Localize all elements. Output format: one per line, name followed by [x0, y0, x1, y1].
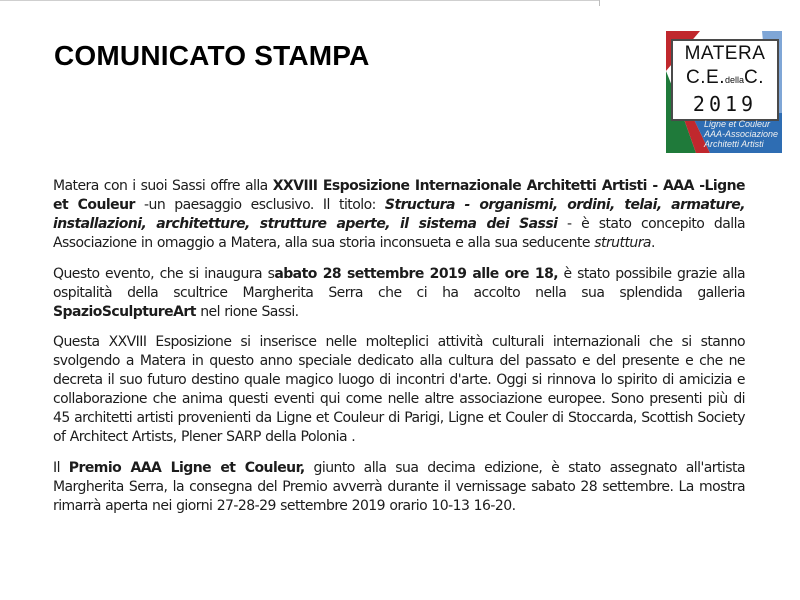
logo-ce-text: C.E.dellaC.	[686, 67, 764, 88]
paragraph-award: Il Premio AAA Ligne et Couleur, giunto alla sua decima edizione, è stato assegnato all'artista Margherita Serra, la consegna del Premio avverrà durante il vernissage sabato 28 settembre. La mostra rimarrà aperta nei giorni 27-28-29 settembre 2019 orario 10-13 16-20.	[53, 460, 745, 514]
paragraph-intro: Matera con i suoi Sassi offre alla XXVIII Esposizione Internazionale Architetti Artisti - AAA -Ligne et Couleur -un paesaggio esclusivo. Il titolo: Structura - organismi, ordini, telai, armature, installazioni, architetture, strutture aperte, il sistema dei Sassi - è stato concepito dalla Associazione in omaggio a Matera, alla sua storia inconsueta e alla sua seducente struttura.	[53, 178, 745, 251]
paragraph-event: Questo evento, che si inaugura sabato 28 settembre 2019 alle ore 18, è stato possibile grazie alla ospitalità della scultrice Margherita Serra che ci ha accolto nella sua splendida galleria SpazioSculptureArt nel rione Sassi.	[53, 266, 745, 320]
logo-text-box	[671, 39, 779, 121]
top-border-tick	[599, 0, 600, 6]
page-title: COMUNICATO STAMPA	[54, 40, 370, 71]
logo-matera-text: MATERA	[684, 43, 766, 64]
matera-logo	[666, 31, 782, 153]
top-border-line	[0, 0, 600, 1]
logo-subtext: Ligne et Couleur AAA-Associazione Architetti Artisti	[704, 119, 779, 149]
press-release-body	[53, 177, 745, 528]
logo-year-text: 2019	[692, 92, 758, 116]
paragraph-exhibition: Questa XXVIII Esposizione si inserisce nelle molteplici attività culturali internazionali che si stanno svolgendo a Matera in questo anno speciale dedicato alla cultura del passato e del presente e che ne decreta il suo futuro destino quale magico luogo di incontri d'arte. Oggi si rinnova lo spirito di amicizia e collaborazione che anima questi eventi qui come nelle altre associazione europee. Sono presenti più di 45 architetti artisti provenienti da Ligne et Couleur di Parigi, Ligne et Couler di Stoccarda, Scottish Society of Architect Artists, Plener SARP della Polonia .	[53, 334, 745, 445]
